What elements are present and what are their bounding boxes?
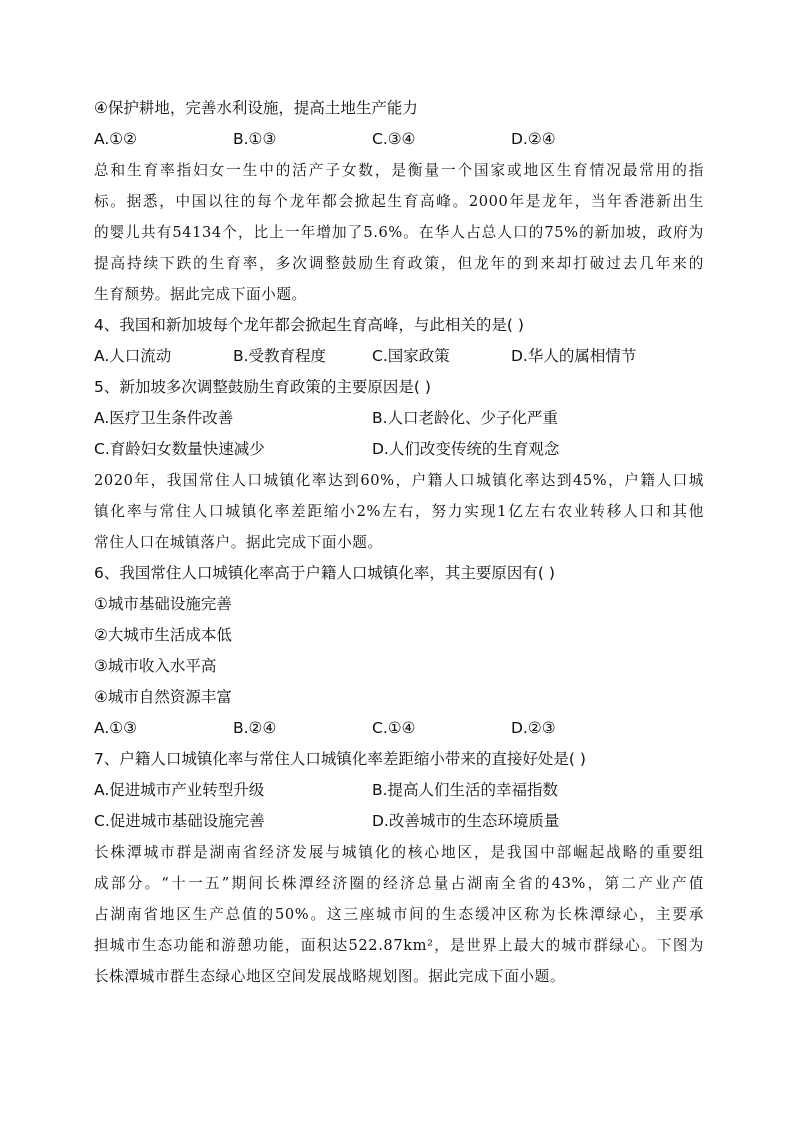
- passage-line: 提高持续下跌的生育率，多次调整鼓励生育政策，但龙年的到来却打破过去几年来的: [94, 255, 704, 272]
- q6-stem: 6、我国常住人口城镇化率高于户籍人口城镇化率，其主要原因有( ): [94, 564, 555, 582]
- q4-option-a: A.人口流动: [94, 347, 172, 365]
- q3-option-a: A.①②: [94, 130, 138, 148]
- q6-item-1: ①城市基础设施完善: [94, 595, 232, 613]
- passage-line: 占湖南省地区生产总值的50%。这三座城市间的生态缓冲区称为长株潭绿心，主要承: [94, 906, 704, 923]
- q6-option-d: D.②③: [511, 719, 556, 737]
- q4-option-c: C.国家政策: [372, 347, 450, 365]
- passage-fertility: [94, 155, 704, 310]
- passage-changzhutan: [94, 837, 704, 992]
- q6-item-2: ②大城市生活成本低: [94, 626, 232, 644]
- passage-line: 的婴儿共有54134个，比上一年增加了5.6%。在华人占总人口的75%的新加坡，政府为: [94, 224, 704, 241]
- q4-option-b: B.受教育程度: [233, 347, 327, 365]
- q7-stem: 7、户籍人口城镇化率与常住人口城镇化率差距缩小带来的直接好处是( ): [94, 750, 586, 768]
- passage-line: 长株潭城市群是湖南省经济发展与城镇化的核心地区，是我国中部崛起战略的重要组: [94, 844, 704, 861]
- q7-option-d: D.改善城市的生态环境质量: [372, 812, 560, 830]
- q4-stem: 4、我国和新加坡每个龙年都会掀起生育高峰，与此相关的是( ): [94, 316, 524, 334]
- q7-options-row-2: [94, 806, 704, 837]
- q6-option-c: C.①④: [372, 719, 416, 737]
- q7-option-b: B.提高人们生活的幸福指数: [372, 781, 559, 799]
- q5-option-c: C.育龄妇女数量快速减少: [94, 440, 265, 458]
- q7-option-a: A.促进城市产业转型升级: [94, 781, 265, 799]
- passage-line: 标。据悉，中国以往的每个龙年都会掀起生育高峰。2000年是龙年，当年香港新出生: [94, 193, 704, 210]
- q6-option-a: A.①③: [94, 719, 138, 737]
- passage-line: 担城市生态功能和游憩功能，面积达522.87km²，是世界上最大的城市群绿心。下图为: [94, 937, 704, 954]
- q5-options-row-1: [94, 403, 704, 434]
- q5-options-row-2: [94, 434, 704, 465]
- passage-line: 总和生育率指妇女一生中的活产子女数，是衡量一个国家或地区生育情况最常用的指: [94, 162, 704, 179]
- passage-urbanization: [94, 465, 704, 558]
- q4-options: [94, 341, 704, 372]
- q3-options: [94, 124, 704, 155]
- passage-line: 生育颓势。据此完成下面小题。: [94, 286, 307, 303]
- page-content: [94, 93, 704, 992]
- q3-option-c: C.③④: [372, 130, 416, 148]
- q6-options: [94, 713, 704, 744]
- q5-option-b: B.人口老龄化、少子化严重: [372, 409, 559, 427]
- q7-option-c: C.促进城市基础设施完善: [94, 812, 265, 830]
- q5-stem: 5、新加坡多次调整鼓励生育政策的主要原因是( ): [94, 378, 431, 396]
- passage-line: 长株潭城市群生态绿心地区空间发展战略规划图。据此完成下面小题。: [94, 968, 566, 985]
- q5-option-a: A.医疗卫生条件改善: [94, 409, 234, 427]
- q6-option-b: B.②④: [233, 719, 277, 737]
- q3-item-4: ④保护耕地，完善水利设施，提高土地生产能力: [94, 99, 418, 117]
- passage-line: 成部分。“十一五”期间长株潭经济圈的经济总量占湖南全省的43%，第二产业产值: [94, 875, 704, 892]
- q6-item-4: ④城市自然资源丰富: [94, 688, 232, 706]
- q6-item-3: ③城市收入水平高: [94, 657, 217, 675]
- q3-option-d: D.②④: [511, 130, 556, 148]
- q4-option-d: D.华人的属相情节: [511, 347, 637, 365]
- passage-line: 常住人口在城镇落户。据此完成下面小题。: [94, 534, 383, 551]
- passage-line: 镇化率与常住人口城镇化率差距缩小2%左右，努力实现1亿左右农业转移人口和其他: [94, 503, 704, 520]
- q3-option-b: B.①③: [233, 130, 277, 148]
- q5-option-d: D.人们改变传统的生育观念: [372, 440, 560, 458]
- q7-options-row-1: [94, 775, 704, 806]
- passage-line: 2020年，我国常住人口城镇化率达到60%，户籍人口城镇化率达到45%，户籍人口城: [94, 472, 704, 489]
